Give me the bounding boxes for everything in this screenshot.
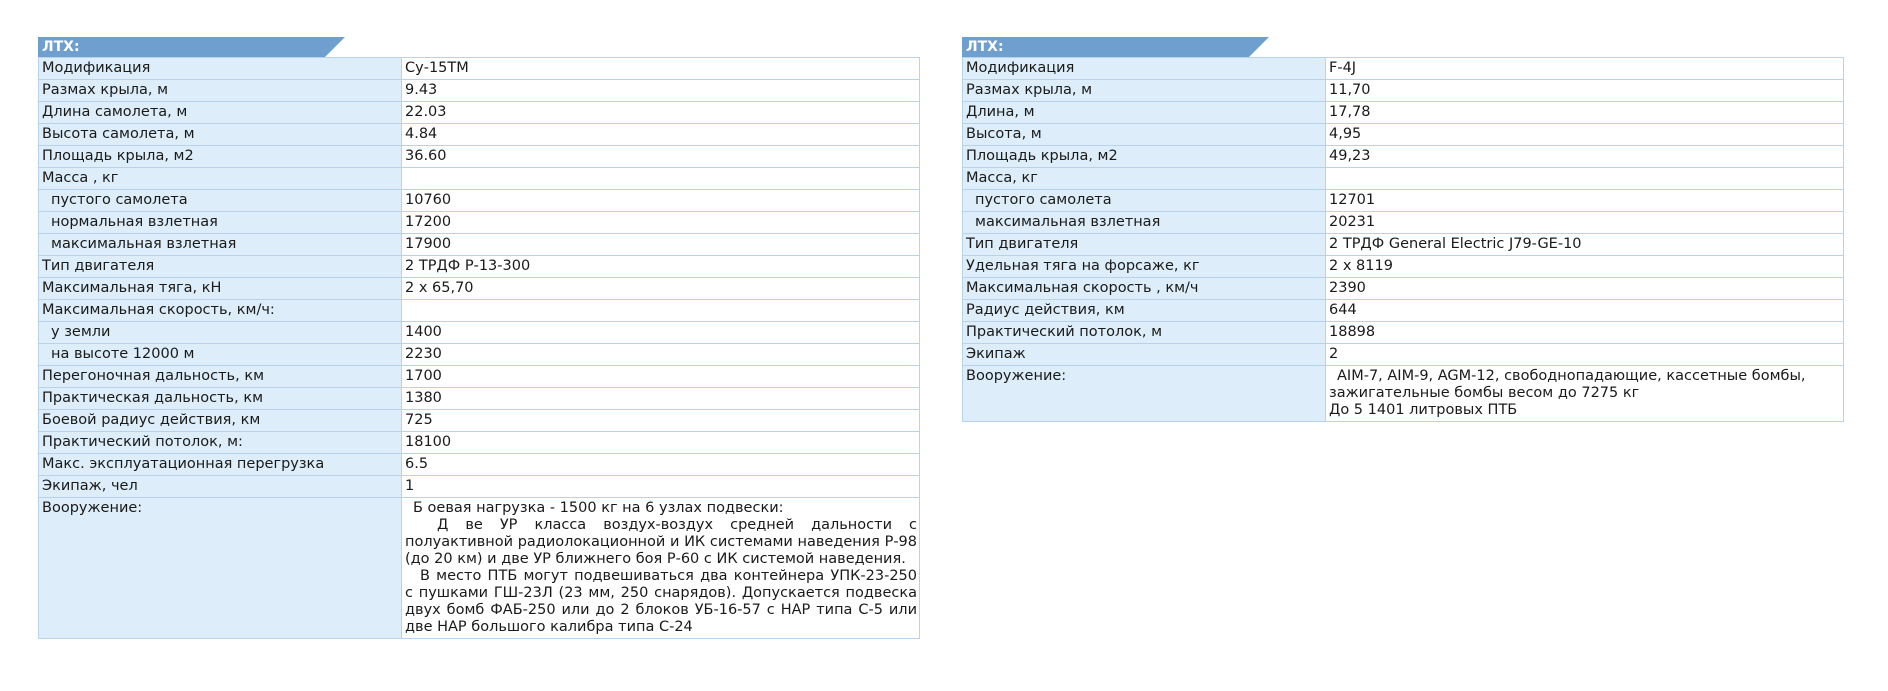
table-row — [963, 278, 1844, 300]
row-label: максимальная взлетная — [963, 212, 1326, 234]
table-row — [963, 344, 1844, 366]
table-row — [39, 234, 920, 256]
row-value: Су-15ТМ — [402, 58, 920, 80]
row-label: Максимальная скорость, км/ч: — [39, 300, 402, 322]
row-value: 17900 — [402, 234, 920, 256]
table-row — [39, 190, 920, 212]
row-value: 2 ТРДФ General Electric J79-GE-10 — [1326, 234, 1844, 256]
row-value: 36.60 — [402, 146, 920, 168]
armament-value — [402, 498, 920, 639]
row-label: Удельная тяга на форсаже, кг — [963, 256, 1326, 278]
row-label: Тип двигателя — [963, 234, 1326, 256]
row-label: максимальная взлетная — [39, 234, 402, 256]
row-label: на высоте 12000 м — [39, 344, 402, 366]
table-row — [39, 146, 920, 168]
row-label: Высота, м — [963, 124, 1326, 146]
table-row — [963, 256, 1844, 278]
table-row — [963, 168, 1844, 190]
armament-value — [1326, 366, 1844, 422]
table-row — [39, 344, 920, 366]
table-row — [963, 212, 1844, 234]
row-value: F-4J — [1326, 58, 1844, 80]
armament-paragraph: AIM-7, AIM-9, AGM-12, свободнопадающие, кассетные бомбы, зажигательные бомбы весом до 7275 кг — [1329, 368, 1806, 401]
table-row — [39, 168, 920, 190]
spec-table — [38, 57, 920, 639]
row-label: Радиус действия, км — [963, 300, 1326, 322]
armament-label: Вооружение: — [39, 498, 402, 639]
row-label: Практическая дальность, км — [39, 388, 402, 410]
row-label: Максимальная тяга, кН — [39, 278, 402, 300]
row-value: 4,95 — [1326, 124, 1844, 146]
armament-paragraph: В место ПТБ могут подвешиваться два контейнера УПК-23-250 с пушками ГШ-23Л (23 мм, 250 снарядов). Допускается подвеска двух бомб ФАБ-250 или до 2 блоков УБ-16-57 с НАР типа С-5 или две НАР большого калибра типа С-24 — [405, 568, 917, 635]
section-header-title: ЛТХ: — [966, 39, 1004, 55]
row-label: Практический потолок, м — [963, 322, 1326, 344]
table-row — [963, 322, 1844, 344]
row-value: 2 x 65,70 — [402, 278, 920, 300]
row-value: 1400 — [402, 322, 920, 344]
section-header-tab — [38, 37, 920, 57]
section-header-title: ЛТХ: — [42, 39, 80, 55]
row-value: 644 — [1326, 300, 1844, 322]
table-row — [963, 300, 1844, 322]
spec-table — [962, 57, 1844, 422]
row-label: Размах крыла, м — [963, 80, 1326, 102]
table-row — [39, 300, 920, 322]
row-label: Высота самолета, м — [39, 124, 402, 146]
row-value: 2 — [1326, 344, 1844, 366]
row-label: Макс. эксплуатационная перегрузка — [39, 454, 402, 476]
row-value: 20231 — [1326, 212, 1844, 234]
row-label: Экипаж — [963, 344, 1326, 366]
row-value: 2230 — [402, 344, 920, 366]
row-value: 2390 — [1326, 278, 1844, 300]
row-value — [402, 168, 920, 190]
row-value: 12701 — [1326, 190, 1844, 212]
table-row — [39, 278, 920, 300]
row-label: Тип двигателя — [39, 256, 402, 278]
table-row — [39, 322, 920, 344]
row-value: 17200 — [402, 212, 920, 234]
row-label: Масса, кг — [963, 168, 1326, 190]
armament-row — [39, 498, 920, 639]
row-label: Длина самолета, м — [39, 102, 402, 124]
row-value: 9.43 — [402, 80, 920, 102]
row-value: 2 ТРДФ Р-13-300 — [402, 256, 920, 278]
table-row — [39, 124, 920, 146]
row-label: у земли — [39, 322, 402, 344]
table-row — [39, 102, 920, 124]
table-row — [963, 234, 1844, 256]
row-value: 6.5 — [402, 454, 920, 476]
table-row — [963, 80, 1844, 102]
row-value: 17,78 — [1326, 102, 1844, 124]
row-label: Практический потолок, м: — [39, 432, 402, 454]
row-value: 18100 — [402, 432, 920, 454]
row-value: 1700 — [402, 366, 920, 388]
section-header-tab — [962, 37, 1844, 57]
row-label: пустого самолета — [39, 190, 402, 212]
row-value — [1326, 168, 1844, 190]
row-label: нормальная взлетная — [39, 212, 402, 234]
row-value — [402, 300, 920, 322]
table-row — [963, 124, 1844, 146]
row-label: Площадь крыла, м2 — [963, 146, 1326, 168]
table-row — [963, 102, 1844, 124]
table-row — [39, 58, 920, 80]
table-row — [39, 476, 920, 498]
table-row — [963, 190, 1844, 212]
row-value: 725 — [402, 410, 920, 432]
armament-label: Вооружение: — [963, 366, 1326, 422]
table-row — [39, 454, 920, 476]
table-row — [39, 432, 920, 454]
row-label: Максимальная скорость , км/ч — [963, 278, 1326, 300]
table-row — [39, 212, 920, 234]
armament-paragraph: Д ве УР класса воздух-воздух средней дальности с полуактивной радиолокационной и ИК системами наведения Р-98 (до 20 км) и две УР ближнего боя Р-60 с ИК системой наведения. — [405, 517, 917, 567]
row-value: 4.84 — [402, 124, 920, 146]
row-value: 1380 — [402, 388, 920, 410]
row-value: 2 x 8119 — [1326, 256, 1844, 278]
row-label: Экипаж, чел — [39, 476, 402, 498]
spec-block-su15tm — [38, 37, 920, 639]
row-label: Перегоночная дальность, км — [39, 366, 402, 388]
table-row — [39, 410, 920, 432]
row-label: пустого самолета — [963, 190, 1326, 212]
table-row — [39, 388, 920, 410]
row-value: 10760 — [402, 190, 920, 212]
row-value: 49,23 — [1326, 146, 1844, 168]
row-value: 18898 — [1326, 322, 1844, 344]
table-row — [963, 58, 1844, 80]
row-label: Боевой радиус действия, км — [39, 410, 402, 432]
table-row — [963, 146, 1844, 168]
row-label: Масса , кг — [39, 168, 402, 190]
table-row — [39, 256, 920, 278]
row-label: Длина, м — [963, 102, 1326, 124]
spec-block-f4j — [962, 37, 1844, 422]
armament-paragraph: Б оевая нагрузка - 1500 кг на 6 узлах подвески: — [413, 500, 784, 516]
row-value: 22.03 — [402, 102, 920, 124]
row-label: Модификация — [39, 58, 402, 80]
row-label: Площадь крыла, м2 — [39, 146, 402, 168]
row-value: 11,70 — [1326, 80, 1844, 102]
table-row — [39, 366, 920, 388]
row-label: Размах крыла, м — [39, 80, 402, 102]
table-row — [39, 80, 920, 102]
row-label: Модификация — [963, 58, 1326, 80]
armament-paragraph: До 5 1401 литровых ПТБ — [1329, 402, 1518, 418]
row-value: 1 — [402, 476, 920, 498]
armament-row — [963, 366, 1844, 422]
